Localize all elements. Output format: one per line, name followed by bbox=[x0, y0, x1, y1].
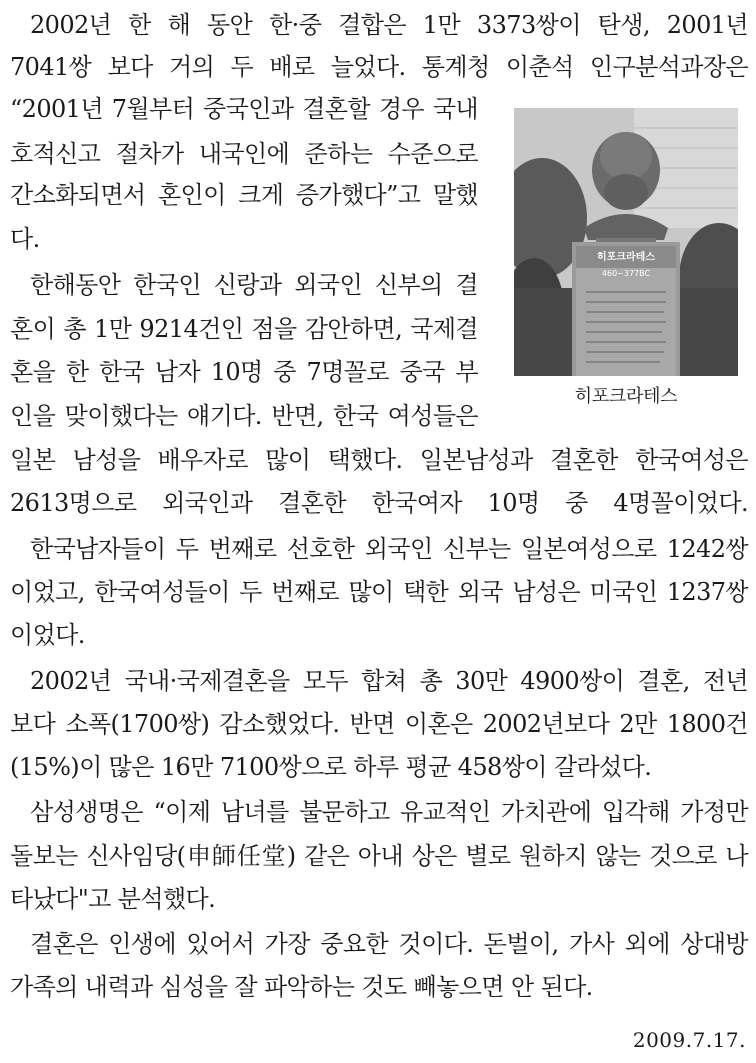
plaque-title-text: 히포크라테스 bbox=[597, 252, 655, 263]
text-line: (15%)이 많은 16만 7100쌍으로 하루 평균 458쌍이 갈라섰다. bbox=[10, 753, 652, 781]
text-line: 이었고, 한국여성들이 두 번째로 많이 택한 외국 남성은 미국인 1237쌍 bbox=[10, 578, 748, 606]
text-line: 혼을 한 한국 남자 10명 중 7명꼴로 중국 부 bbox=[10, 358, 478, 386]
text-line: 다. bbox=[10, 225, 40, 253]
text-line: 결혼은 인생에 있어서 가장 중요한 것이다. 돈벌이, 가사 외에 상대방 bbox=[30, 930, 748, 958]
text-line: 7041쌍 보다 거의 두 배로 늘었다. 통계청 이춘석 인구분석과장은 bbox=[10, 53, 748, 81]
text-line: 2002년 한 해 동안 한·중 결합은 1만 3373쌍이 탄생, 2001년 bbox=[30, 11, 748, 39]
text-line: 보다 소폭(1700쌍) 감소했었다. 반면 이혼은 2002년보다 2만 1800건 bbox=[10, 710, 748, 738]
text-line: 혼이 총 1만 9214건인 점을 감안하면, 국제결 bbox=[10, 315, 478, 343]
text-line: 삼성생명은 “이제 남녀를 불문하고 유교적인 가치관에 입각해 가정만 bbox=[30, 798, 748, 826]
bust-statue-image bbox=[514, 108, 738, 376]
text-line: 가족의 내력과 심성을 잘 파악하는 것도 빼놓으면 안 된다. bbox=[10, 973, 593, 1001]
text-line: 타났다"고 분석했다. bbox=[10, 885, 216, 913]
photo-caption: 히포크라테스 bbox=[574, 386, 678, 407]
text-line: “2001년 7월부터 중국인과 결혼할 경우 국내 bbox=[10, 95, 478, 123]
text-line: 한해동안 한국인 신랑과 외국인 신부의 결 bbox=[30, 271, 478, 299]
text-line: 돌보는 신사임당(申師任堂) 같은 아내 상은 별로 원하지 않는 것으로 나 bbox=[10, 842, 748, 870]
text-line: 2002년 국내·국제결혼을 모두 합쳐 총 30만 4900쌍이 결혼, 전년 bbox=[30, 667, 748, 695]
text-line: 2613명으로 외국인과 결혼한 한국여자 10명 중 4명꼴이었다. bbox=[10, 489, 748, 517]
hippocrates-photo bbox=[514, 108, 738, 376]
text-line: 인을 맞이했다는 얘기다. 반면, 한국 여성들은 bbox=[10, 402, 478, 430]
text-line: 이었다. bbox=[10, 621, 85, 649]
text-line: 한국남자들이 두 번째로 선호한 외국인 신부는 일본여성으로 1242쌍 bbox=[30, 535, 748, 563]
plaque-years-text: 460~377BC bbox=[601, 269, 651, 278]
text-line: 호적신고 절차가 내국인에 준하는 수준으로 bbox=[10, 140, 478, 168]
text-line: 간소화되면서 혼인이 크게 증가했다”고 말했 bbox=[10, 181, 478, 209]
text-line: 일본 남성을 배우자로 많이 택했다. 일본남성과 결혼한 한국여성은 bbox=[10, 446, 748, 474]
document-date: 2009.7.17. bbox=[632, 1028, 746, 1052]
